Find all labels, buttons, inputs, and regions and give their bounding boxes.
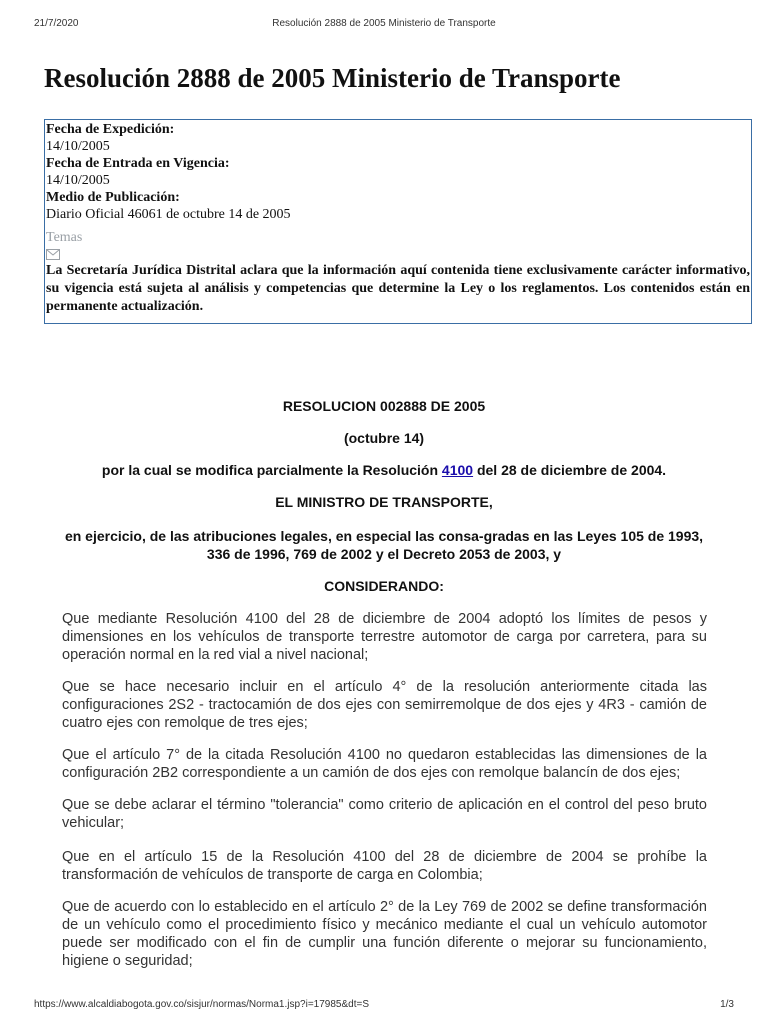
attributions-text: en ejercicio, de las atribuciones legales, en especial las consa-gradas en las Leyes 105 de 1993, 336 de 1996, 769 de 2002 y el Decreto 2053 de 2003, y	[64, 528, 704, 562]
paragraph: Que se debe aclarar el término "tolerancia" como criterio de aplicación en el control del peso bruto vehicular;	[62, 797, 707, 831]
paragraph: Que se hace necesario incluir en el artículo 4° de la resolución anteriormente citada las configuraciones 2S2 - tractocamión de dos ejes con semirremolque de dos ejes y 4R3 - camión de cuatro ejes con remolque de tres ejes;	[62, 679, 707, 731]
paragraph: Que el artículo 7° de la citada Resolución 4100 no quedaron establecidas las dimensiones de la configuración 2B2 correspondiente a un camión de dos ejes con remolque balancín de dos ejes;	[62, 747, 707, 781]
fecha-vigencia-value: 14/10/2005	[46, 173, 110, 188]
mail-icon[interactable]	[46, 249, 751, 260]
considerando-heading: CONSIDERANDO:	[324, 578, 444, 594]
purpose-prefix: por la cual se modifica parcialmente la Resolución	[101, 462, 442, 478]
print-date: 21/7/2020	[34, 18, 79, 29]
paragraph: Que de acuerdo con lo establecido en el artículo 2° de la Ley 769 de 2002 se define transformación de un vehículo como el procedimiento físico y mecánico mediante el cual un vehículo automotor puede ser modificado con el fin de cumplir una función diferente o mejorar su funcionamiento, higiene o seguridad;	[62, 899, 707, 969]
purpose-suffix: del 28 de diciembre de 2004.	[473, 462, 667, 478]
info-box	[44, 119, 752, 324]
page-title: Resolución 2888 de 2005 Ministerio de Transporte	[44, 63, 621, 93]
fecha-expedicion-value: 14/10/2005	[46, 139, 110, 154]
resolution-4100-link[interactable]: 4100	[441, 462, 474, 478]
print-url: https://www.alcaldiabogota.gov.co/sisjur/normas/Norma1.jsp?i=17985&dt=S	[34, 999, 369, 1010]
resolution-purpose	[60, 461, 708, 479]
temas-link[interactable]: Temas	[46, 230, 83, 245]
fecha-expedicion-label: Fecha de Expedición:	[46, 122, 175, 137]
fecha-vigencia-label: Fecha de Entrada en Vigencia:	[46, 156, 230, 171]
paragraph: Que mediante Resolución 4100 del 28 de diciembre de 2004 adoptó los límites de pesos y dimensiones en los vehículos de transporte terrestre automotor de carga por carretera, para su operación normal en la red vial a nivel nacional;	[62, 611, 707, 663]
medio-publicacion-value: Diario Oficial 46061 de octubre 14 de 2005	[46, 207, 291, 222]
minister-heading: EL MINISTRO DE TRANSPORTE,	[275, 494, 493, 510]
paragraph: Que en el artículo 15 de la Resolución 4100 del 28 de diciembre de 2004 se prohíbe la transformación de vehículos de transporte de carga en Colombia;	[62, 849, 707, 883]
resolution-heading: RESOLUCION 002888 DE 2005	[282, 398, 486, 414]
print-title: Resolución 2888 de 2005 Ministerio de Transporte	[272, 18, 496, 29]
disclaimer: La Secretaría Jurídica Distrital aclara que la información aquí contenida tiene exclusivamente carácter informativo, su vigencia está sujeta al análisis y competencias que determine la Ley o los reglamentos. Los contenidos están en permanente actualización.	[46, 263, 750, 314]
resolution-date: (octubre 14)	[343, 430, 425, 446]
medio-publicacion-label: Medio de Publicación:	[46, 190, 180, 205]
page-number: 1/3	[720, 999, 734, 1010]
